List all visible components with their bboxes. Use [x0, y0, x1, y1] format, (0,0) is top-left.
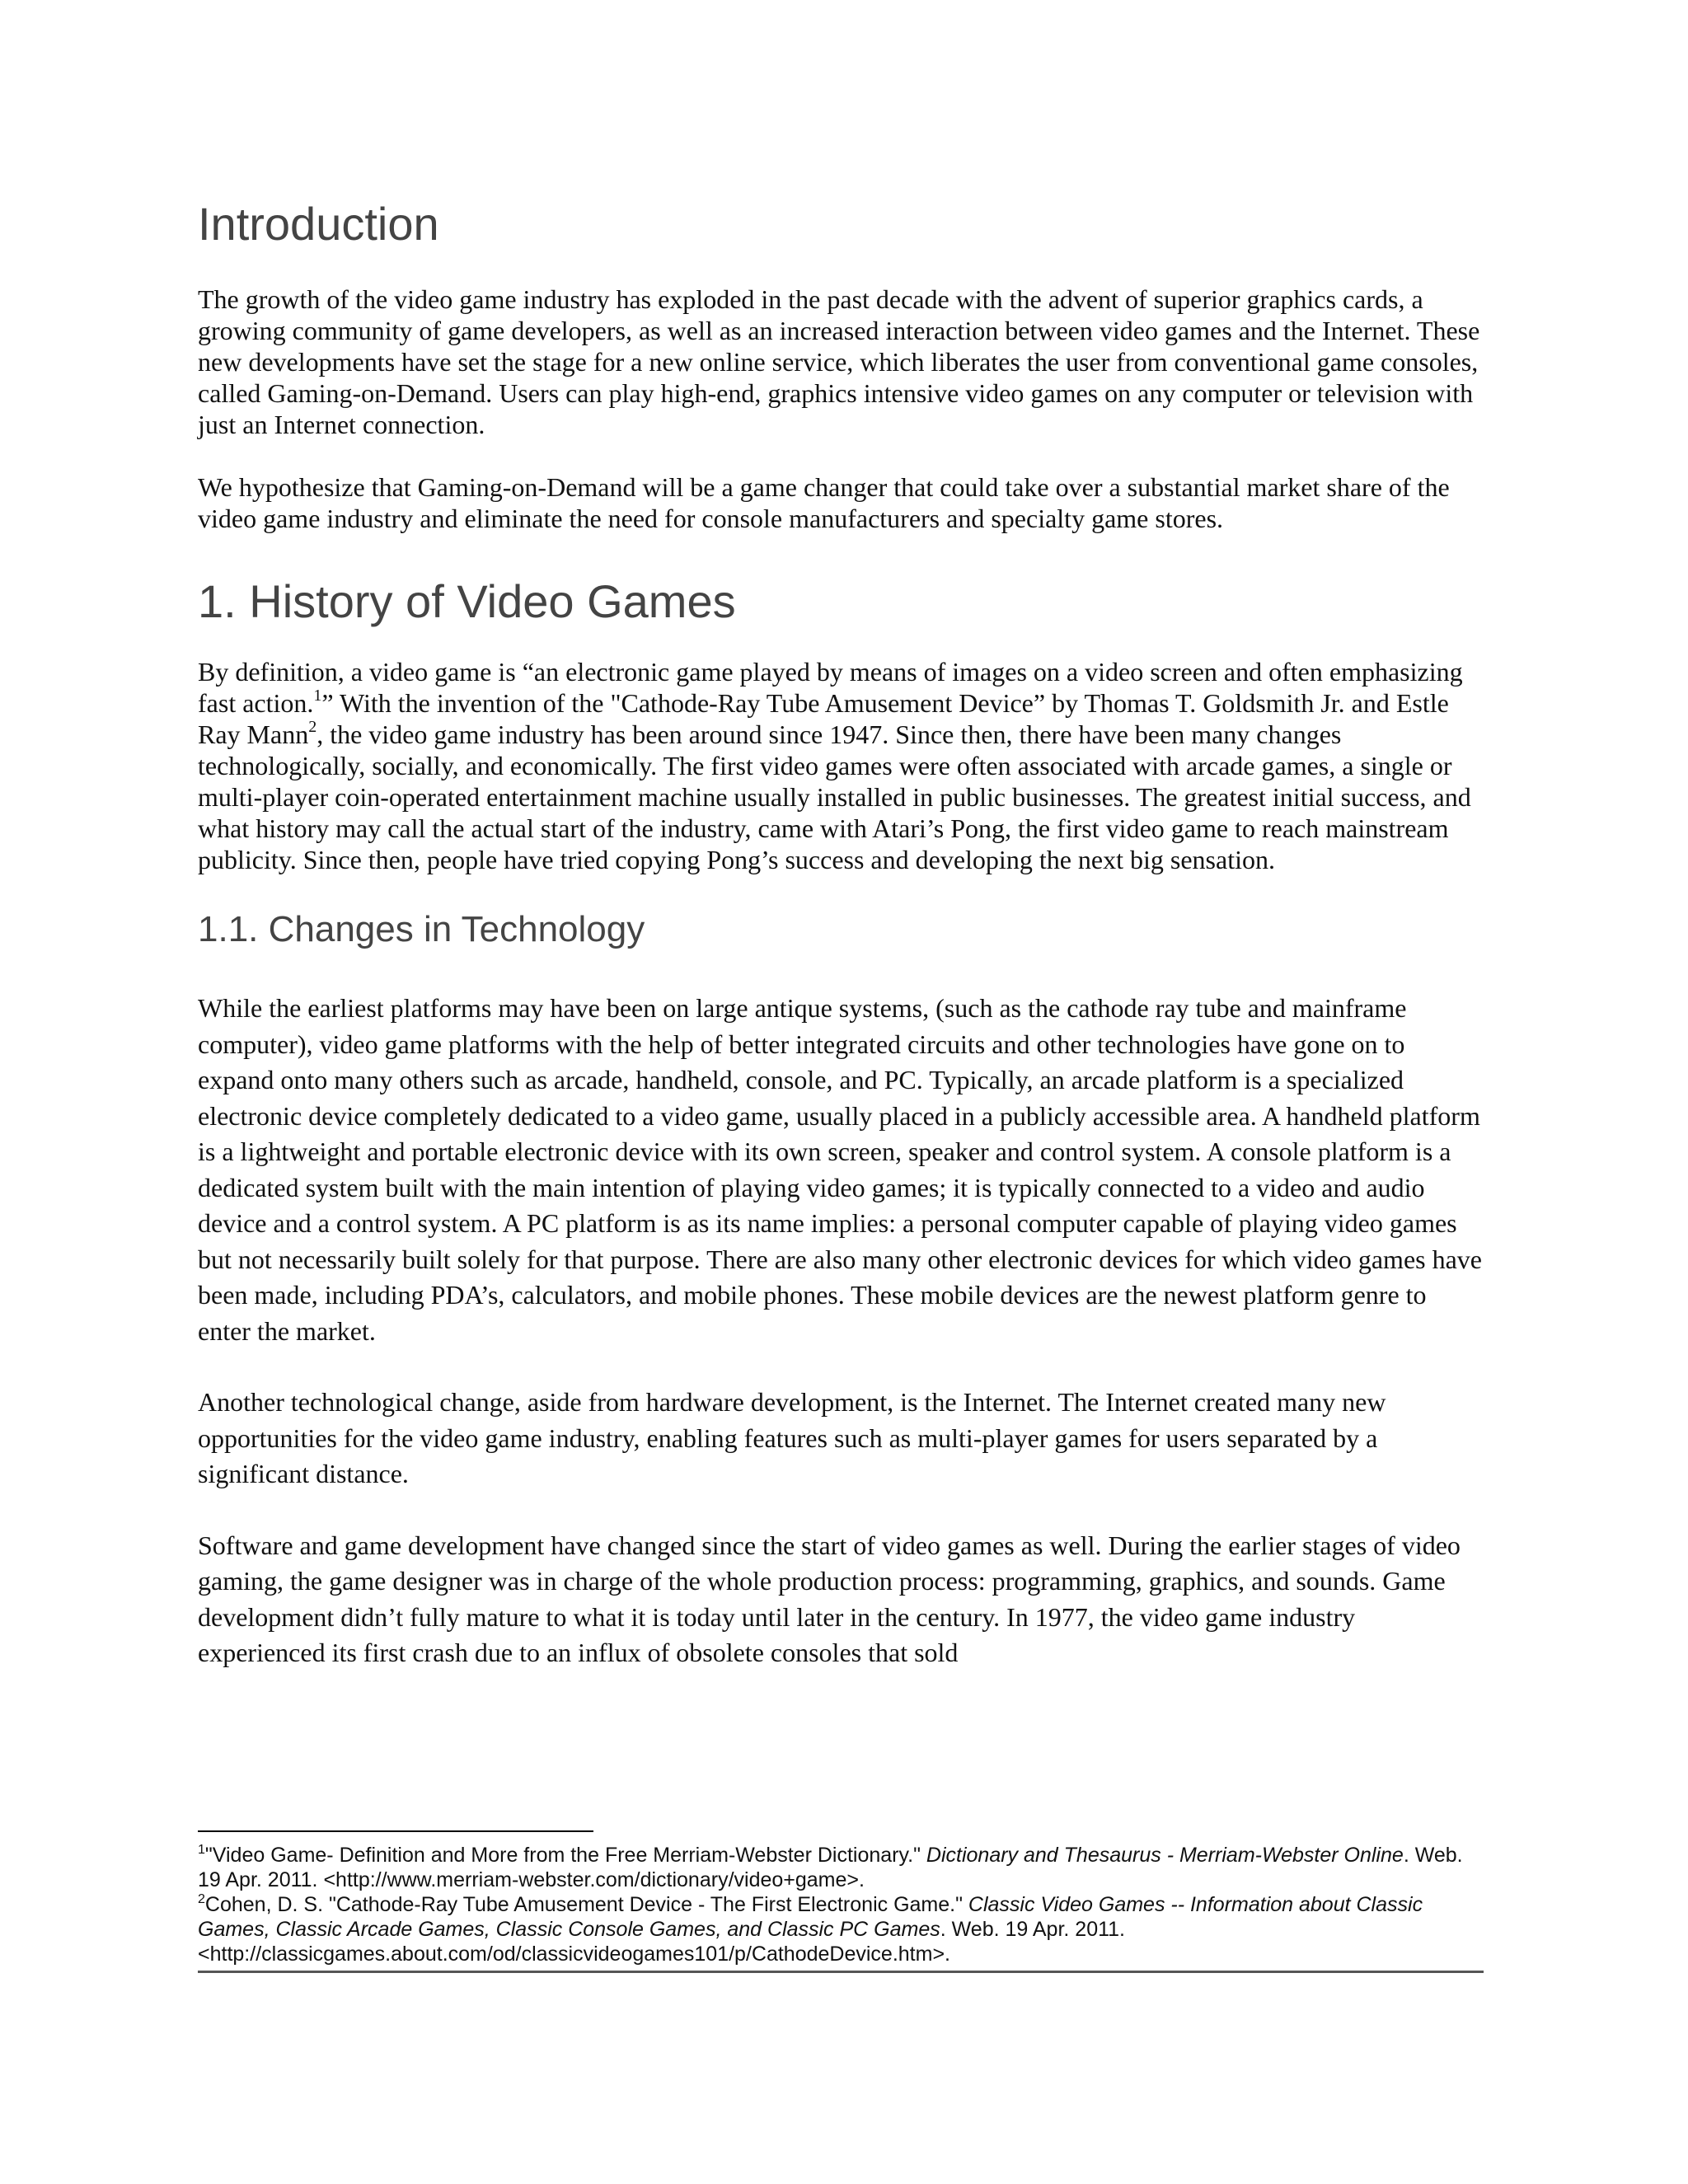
footnote-2-url-text: . Web. 19 Apr. 2011. <http://classicgames.about.com/od/classicvideogames101/p/CathodeDevice.htm>.: [198, 1918, 1125, 1966]
footnote-separator: [198, 1830, 593, 1832]
history-text-part-1: By definition, a video game is “an electronic game played by means of images on a video screen and often emphasizing fast action.: [198, 657, 1463, 718]
footnote-1-number: 1: [198, 1842, 205, 1857]
footnote-1-source-title: Dictionary and Thesaurus - Merriam-Webster Online: [926, 1844, 1404, 1867]
footnote-2-number: 2: [198, 1891, 205, 1906]
footnote-2: [198, 1892, 1484, 1966]
footnotes: [198, 1843, 1484, 1966]
technology-heading: 1.1. Changes in Technology: [198, 909, 645, 949]
history-heading: 1. History of Video Games: [198, 575, 736, 627]
technology-paragraph-3: Software and game development have changed since the start of video games as well. During the earlier stages of video gaming, the game designer was in charge of the whole production process: programming, graphics, and sounds. Game development didn’t fully mature to what it is today until later in the century. In 1977, the video game industry experienced its first crash due to an influx of obsolete consoles that sold: [198, 1530, 1461, 1667]
introduction-heading: Introduction: [198, 198, 439, 250]
bottom-rule: [198, 1971, 1484, 1973]
history-text-part-3: , the video game industry has been around since 1947. Since then, there have been many changes technologically, socially, and economically. The first video games were often associated with arcade games, a single or multi-player coin-operated entertainment machine usually installed in public businesses. The greatest initial success, and what history may call the actual start of the industry, came with Atari’s Pong, the first video game to reach mainstream publicity. Since then, people have tried copying Pong’s success and developing the next big sensation.: [198, 719, 1471, 874]
technology-paragraph-2: Another technological change, aside from hardware development, is the Internet. The Internet created many new opportunities for the video game industry, enabling features such as multi-player games for users separated by a significant distance.: [198, 1387, 1386, 1488]
footnote-2-text: Cohen, D. S. "Cathode-Ray Tube Amusement Device - The First Electronic Game.": [204, 1893, 968, 1916]
footnote-ref-2[interactable]: 2: [308, 718, 317, 737]
footnote-ref-1[interactable]: 1: [313, 687, 322, 705]
history-paragraph-1: [198, 656, 1484, 875]
footnote-1-text: "Video Game- Definition and More from the Free Merriam-Webster Dictionary.": [204, 1844, 926, 1867]
footnote-1: [198, 1843, 1484, 1892]
technology-paragraph-1: While the earliest platforms may have been on large antique systems, (such as the cathode ray tube and mainframe computer), video game platforms with the help of better integrated circuits and other technologies have gone on to expand onto many others such as arcade, handheld, console, and PC. Typically, an arcade platform is a specialized electronic device completely dedicated to a video game, usually placed in a publicly accessible area. A handheld platform is a lightweight and portable electronic device with its own screen, speaker and control system. A console platform is a dedicated system built with the main intention of playing video games; it is typically connected to a video and audio device and a control system. A PC platform is as its name implies: a personal computer capable of playing video games but not necessarily built solely for that purpose. There are also many other electronic devices for which video games have been made, including PDA’s, calculators, and mobile phones. These mobile devices are the newest platform genre to enter the market.: [198, 993, 1482, 1346]
intro-paragraph-1: The growth of the video game industry has exploded in the past decade with the advent of superior graphics cards, a growing community of game developers, as well as an increased interaction between video games and the Internet. These new developments have set the stage for a new online service, which liberates the user from conventional game consoles, called Gaming-on-Demand. Users can play high-end, graphics intensive video games on any computer or television with just an Internet connection.: [198, 284, 1480, 439]
document-body: [198, 198, 1484, 1671]
footnote-2-source-title: Classic Video Games -- Information about Classic Games, Classic Arcade Games, Classic Console Games, and Classic PC Games: [198, 1893, 1423, 1941]
intro-paragraph-2: We hypothesize that Gaming-on-Demand will be a game changer that could take over a substantial market share of the video game industry and eliminate the need for console manufacturers and specialty game stores.: [198, 472, 1450, 533]
footnote-1-url-text: . Web. 19 Apr. 2011. <http://www.merriam-webster.com/dictionary/video+game>.: [198, 1844, 1463, 1891]
history-text-part-2: ” With the invention of the "Cathode-Ray Tube Amusement Device” by Thomas T. Goldsmith Jr. and Estle Ray Mann: [198, 688, 1449, 749]
